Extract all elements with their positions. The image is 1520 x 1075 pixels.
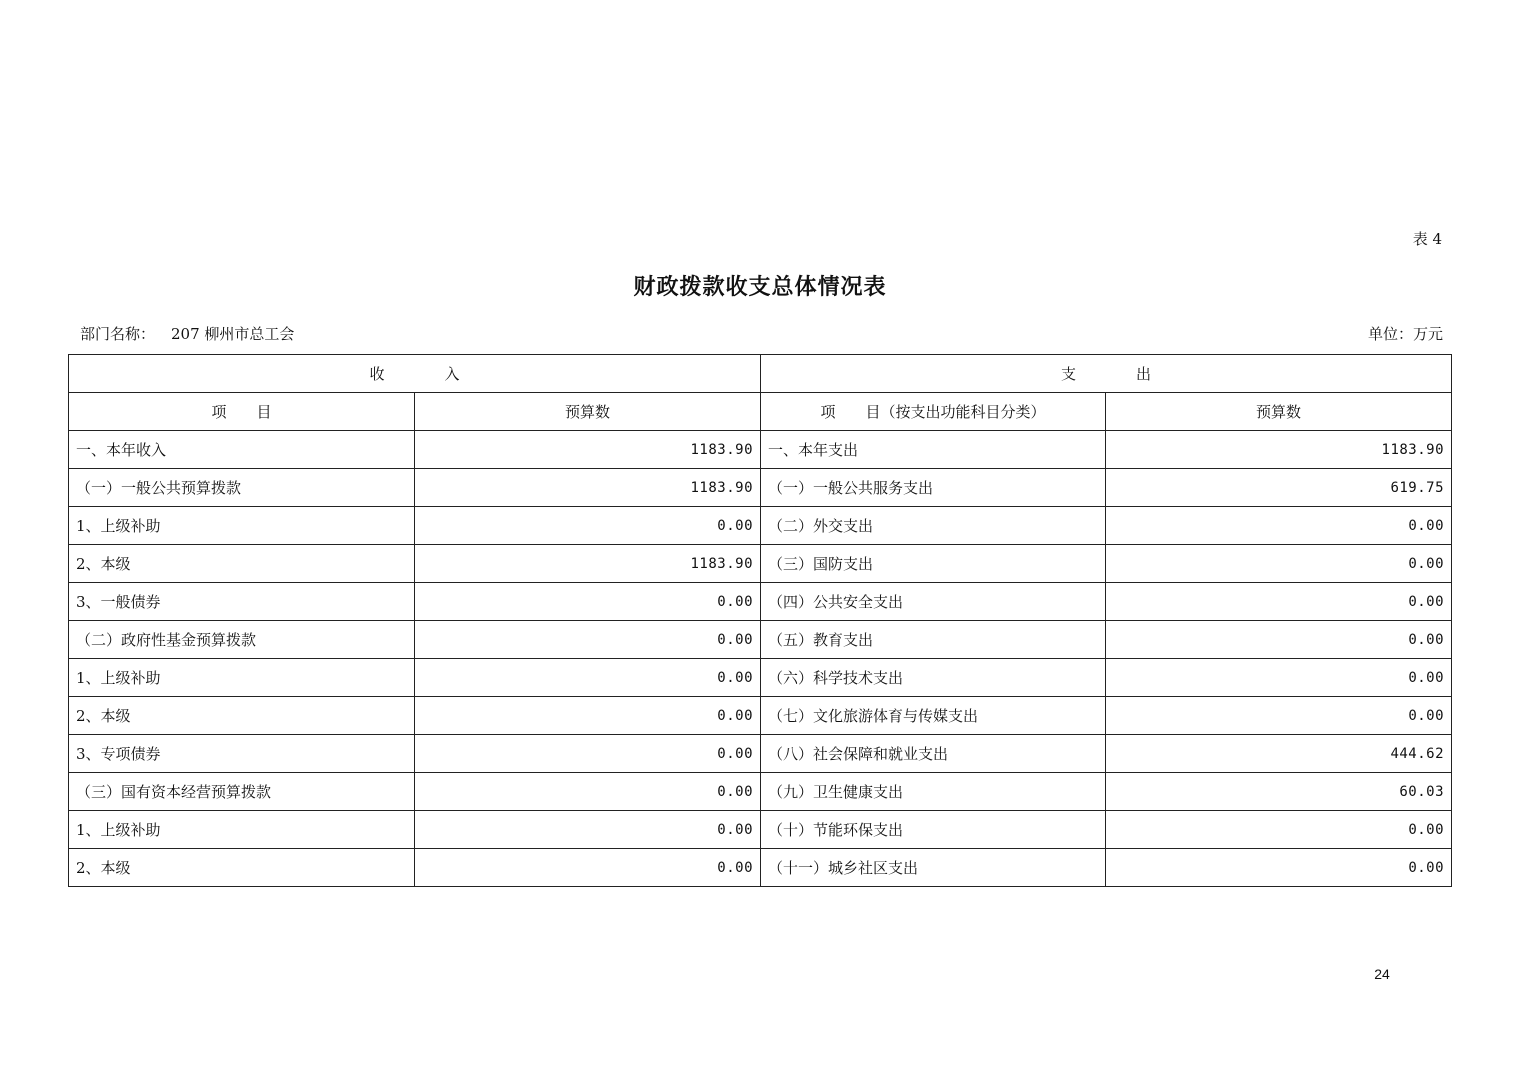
page-number: 24	[1374, 966, 1390, 982]
expense-value-cell: 0.00	[1106, 849, 1452, 887]
table-row	[69, 545, 1452, 583]
department-label: 部门名称：	[80, 325, 156, 343]
income-value-cell: 1183.90	[415, 469, 761, 507]
expense-item-cell: （六）科学技术支出	[761, 659, 1106, 697]
expense-item-cell: （三）国防支出	[761, 545, 1106, 583]
table-row	[69, 431, 1452, 469]
income-item-cell: 3、一般债券	[69, 583, 415, 621]
table-row	[69, 621, 1452, 659]
income-item-cell: 2、本级	[69, 545, 415, 583]
income-item-cell: 2、本级	[69, 849, 415, 887]
income-item-cell: 1、上级补助	[69, 507, 415, 545]
expense-value-cell: 1183.90	[1106, 431, 1452, 469]
income-value-cell: 0.00	[415, 811, 761, 849]
income-item-header: 项 目	[69, 393, 415, 431]
expense-item-cell: 一、本年支出	[761, 431, 1106, 469]
income-value-cell: 0.00	[415, 621, 761, 659]
income-value-cell: 0.00	[415, 583, 761, 621]
page-title: 财政拨款收支总体情况表	[633, 274, 887, 300]
table-header-row-1	[69, 355, 1452, 393]
income-value-cell: 0.00	[415, 849, 761, 887]
expense-value-cell: 60.03	[1106, 773, 1452, 811]
expense-item-cell: （七）文化旅游体育与传媒支出	[761, 697, 1106, 735]
income-item-cell: 2、本级	[69, 697, 415, 735]
income-value-cell: 0.00	[415, 697, 761, 735]
expense-budget-header: 预算数	[1106, 393, 1452, 431]
table-row	[69, 811, 1452, 849]
table-row	[69, 735, 1452, 773]
expense-value-cell: 619.75	[1106, 469, 1452, 507]
department-value: 207 柳州市总工会	[171, 325, 295, 343]
expense-header: 支 出	[761, 355, 1452, 393]
expense-value-cell: 444.62	[1106, 735, 1452, 773]
budget-table	[68, 354, 1452, 887]
expense-item-cell: （四）公共安全支出	[761, 583, 1106, 621]
income-header: 收 入	[69, 355, 761, 393]
expense-value-cell: 0.00	[1106, 621, 1452, 659]
income-value-cell: 1183.90	[415, 545, 761, 583]
expense-item-cell: （一）一般公共服务支出	[761, 469, 1106, 507]
income-value-cell: 0.00	[415, 507, 761, 545]
expense-item-cell: （九）卫生健康支出	[761, 773, 1106, 811]
expense-value-cell: 0.00	[1106, 811, 1452, 849]
table-row	[69, 469, 1452, 507]
expense-value-cell: 0.00	[1106, 545, 1452, 583]
income-item-cell: （三）国有资本经营预算拨款	[69, 773, 415, 811]
income-item-cell: 一、本年收入	[69, 431, 415, 469]
income-item-cell: （二）政府性基金预算拨款	[69, 621, 415, 659]
income-budget-header: 预算数	[415, 393, 761, 431]
table-row	[69, 659, 1452, 697]
income-item-cell: 1、上级补助	[69, 811, 415, 849]
income-value-cell: 0.00	[415, 659, 761, 697]
income-value-cell: 0.00	[415, 735, 761, 773]
expense-value-cell: 0.00	[1106, 697, 1452, 735]
table-row	[69, 583, 1452, 621]
table-row	[69, 697, 1452, 735]
income-value-cell: 1183.90	[415, 431, 761, 469]
table-number-label: 表 4	[1412, 230, 1442, 248]
unit-label: 单位：万元	[1367, 325, 1443, 343]
income-item-cell: （一）一般公共预算拨款	[69, 469, 415, 507]
expense-item-cell: （二）外交支出	[761, 507, 1106, 545]
income-item-cell: 1、上级补助	[69, 659, 415, 697]
table-row	[69, 773, 1452, 811]
expense-item-cell: （五）教育支出	[761, 621, 1106, 659]
income-item-cell: 3、专项债券	[69, 735, 415, 773]
table-row	[69, 849, 1452, 887]
income-value-cell: 0.00	[415, 773, 761, 811]
department-line	[80, 323, 294, 344]
expense-item-cell: （十）节能环保支出	[761, 811, 1106, 849]
table-header-row-2	[69, 393, 1452, 431]
expense-item-cell: （十一）城乡社区支出	[761, 849, 1106, 887]
expense-item-header: 项 目（按支出功能科目分类）	[761, 393, 1106, 431]
expense-value-cell: 0.00	[1106, 659, 1452, 697]
expense-value-cell: 0.00	[1106, 507, 1452, 545]
table-row	[69, 507, 1452, 545]
expense-value-cell: 0.00	[1106, 583, 1452, 621]
expense-item-cell: （八）社会保障和就业支出	[761, 735, 1106, 773]
